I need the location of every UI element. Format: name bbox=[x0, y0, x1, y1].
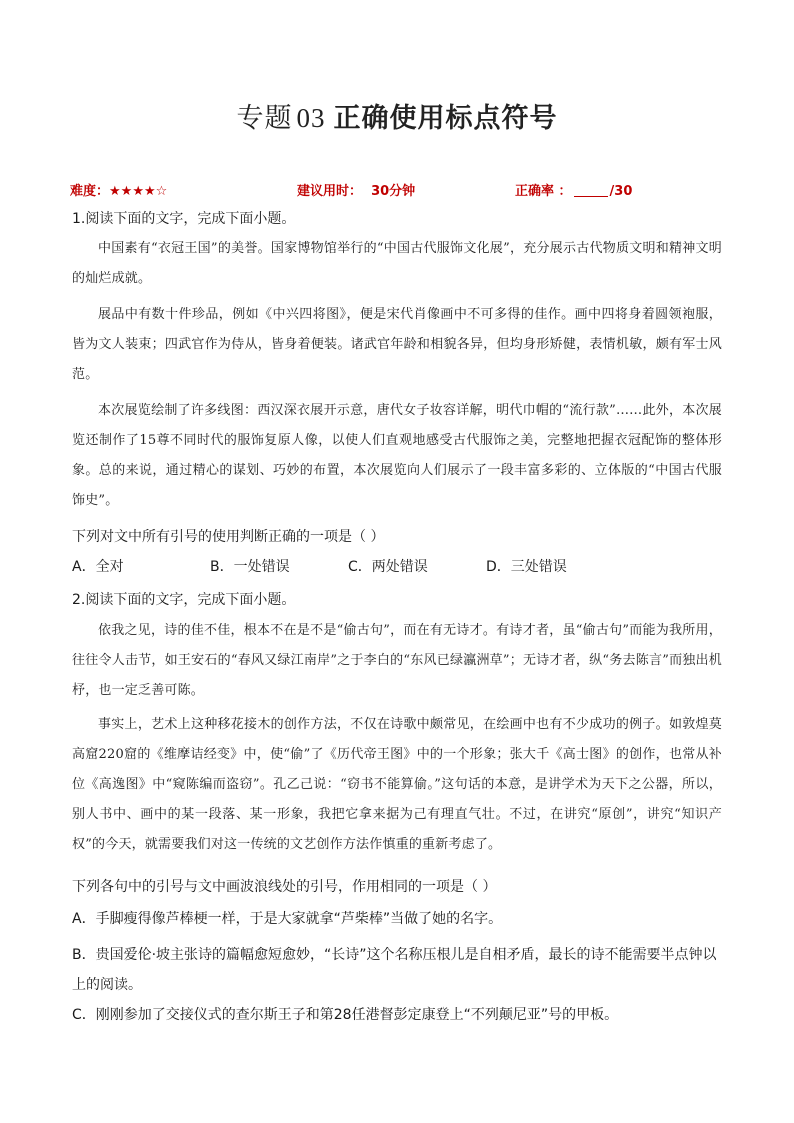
time-value: 30分钟 bbox=[371, 184, 416, 199]
q1-heading: 1.阅读下面的文字，完成下面小题。 bbox=[72, 211, 296, 227]
q1-stem: 下列对文中所有引号的使用判断正确的一项是（ ） bbox=[72, 529, 385, 545]
meta-bar bbox=[70, 180, 730, 200]
q2-choice-b[interactable]: B．贵国爱伦·坡主张诗的篇幅愈短愈妙，“长诗”这个名称压根儿是自相矛盾，最长的诗不能需要半点钟以上的阅读。 bbox=[72, 947, 717, 993]
q1-option-b[interactable]: B．一处错误 bbox=[210, 559, 290, 575]
q1-passage-paragraph: 本次展览绘制了许多线图：西汉深衣展开示意，唐代女子妆容详解，明代巾帽的“流行款”……此外，本次展览还制作了15尊不同时代的服饰复原人像，以使人们直观地感受古代服饰之美，完整地把握衣冠配饰的整体形象。总的来说，通过精心的谋划、巧妙的布置，本次展览向人们展示了一段丰富多彩的、立体版的“中国古代服饰史”。 bbox=[72, 403, 722, 508]
q1-option-a[interactable]: A．全对 bbox=[72, 559, 124, 575]
accuracy-blank[interactable] bbox=[574, 183, 608, 197]
q2-stem: 下列各句中的引号与文中画波浪线处的引号，作用相同的一项是（ ） bbox=[72, 879, 497, 895]
q1-passage-paragraph: 展品中有数十件珍品，例如《中兴四将图》，便是宋代肖像画中不可多得的佳作。画中四将身着圆领袍服，皆为文人装束；四武官作为侍从，皆身着便装。诸武官年龄和相貌各异，但均身形矫健，表情机敏，颇有军士风范。 bbox=[72, 307, 722, 382]
q1-passage-paragraph: 中国素有“衣冠王国”的美誉。国家博物馆举行的“中国古代服饰文化展”，充分展示古代物质文明和精神文明的灿烂成就。 bbox=[72, 241, 722, 286]
title-number: 03 bbox=[296, 103, 326, 133]
title-prefix: 专题 bbox=[236, 103, 293, 134]
q2-passage-paragraph: 依我之见，诗的佳不佳，根本不在是不是“偷古句”，而在有无诗才。有诗才者，虽“偷古句”而能为我所用，往往令人击节，如王安石的“春风又绿江南岸”之于李白的“东风已绿瀛洲草”；无诗才者，纵“务去陈言”而独出机杼，也一定乏善可陈。 bbox=[72, 623, 722, 698]
time-label: 建议用时： bbox=[297, 184, 363, 199]
q1-options bbox=[72, 556, 672, 576]
difficulty-stars: ★★★★☆ bbox=[109, 184, 168, 199]
q2-choice-c[interactable]: C．刚刚参加了交接仪式的查尔斯王子和第28任港督彭定康登上“不列颠尼亚”号的甲板。 bbox=[72, 1007, 619, 1023]
q2-choice-a[interactable]: A．手脚瘦得像芦棒梗一样，于是大家就拿“芦柴棒”当做了她的名字。 bbox=[72, 911, 503, 927]
q1-option-d[interactable]: D．三处错误 bbox=[486, 559, 567, 575]
q1-option-c[interactable]: C．两处错误 bbox=[348, 559, 428, 575]
suggested-time bbox=[297, 180, 415, 199]
accuracy bbox=[515, 180, 632, 199]
q2-passage-paragraph: 事实上，艺术上这种移花接木的创作方法，不仅在诗歌中颇常见，在绘画中也有不少成功的例子。如敦煌莫高窟220窟的《维摩诘经变》中，使“偷”了《历代帝王图》中的一个形象；张大千《高士图》的创作，也常从补位《高逸图》中“窥陈编而盗窃”。孔乙己说：“窃书不能算偷。”这句话的本意，是讲学术为天下之公器，所以，别人书中、画中的某一段落、某一形象，我把它拿来据为己有理直气壮。不过，在讲究“原创”，讲究“知识产权”的今天，就需要我们对这一传统的文艺创作方法作慎重的重新考虑了。 bbox=[72, 717, 722, 852]
difficulty bbox=[70, 180, 167, 199]
difficulty-label: 难度： bbox=[70, 184, 110, 199]
title-text: 正确使用标点符号 bbox=[333, 103, 558, 134]
accuracy-total: /30 bbox=[609, 184, 633, 199]
q2-heading: 2.阅读下面的文字，完成下面小题。 bbox=[72, 592, 296, 608]
accuracy-label: 正确率 ： bbox=[515, 184, 572, 199]
page-title bbox=[0, 96, 794, 135]
